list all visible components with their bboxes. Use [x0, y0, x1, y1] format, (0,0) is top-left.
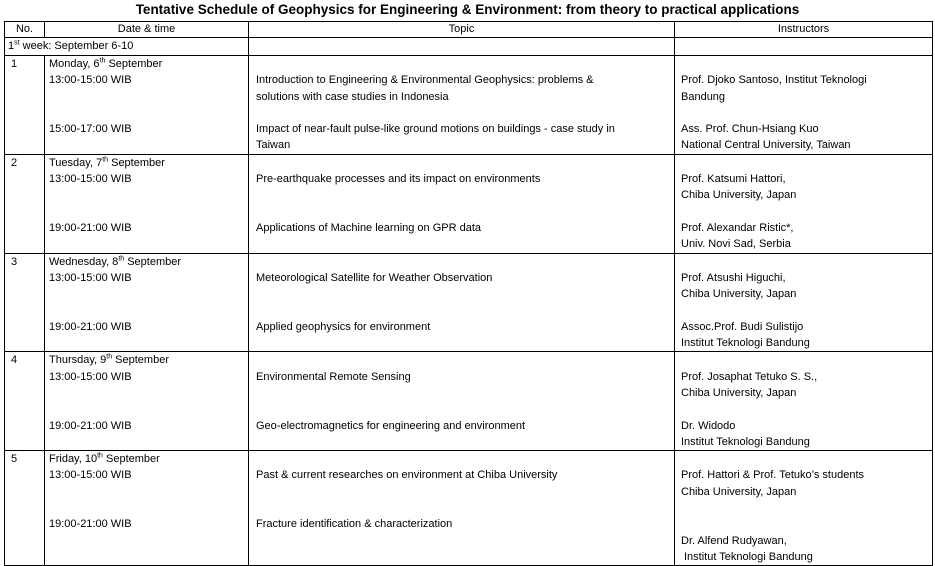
session-time: 15:00-17:00 WIB	[49, 123, 132, 136]
date-time-cell	[45, 451, 249, 566]
day-month: September	[124, 255, 182, 268]
session-topic: Pre-earthquake processes and its impact on environments	[256, 173, 541, 186]
date-time-cell	[45, 56, 249, 155]
day-ordinal: th	[106, 353, 113, 361]
session-topic: Geo-electromagnetics for engineering and environment	[256, 419, 526, 432]
topic-cell	[249, 451, 675, 566]
session-time: 13:00-15:00 WIB	[49, 370, 132, 383]
schedule-table	[4, 21, 933, 566]
day-row	[5, 253, 933, 352]
instructor-cell	[675, 352, 933, 451]
day-month: September	[108, 156, 165, 169]
week-row	[5, 38, 933, 56]
day-month: September	[105, 58, 163, 70]
session-time: 13:00-15:00 WIB	[49, 74, 132, 87]
session-instructor: Prof. Hattori & Prof. Tetuko’s students	[681, 469, 865, 482]
topic-cell	[249, 352, 675, 451]
session-topic: Environmental Remote Sensing	[256, 370, 411, 383]
page-title: Tentative Schedule of Geophysics for Engineering & Environment: from theory to practical applications	[135, 2, 800, 17]
day-weekday: Monday, 6	[49, 58, 100, 70]
day-number: 3	[5, 253, 45, 352]
session-instructor: Chiba University, Japan	[681, 485, 797, 498]
instructor-cell	[675, 154, 933, 253]
session-instructor: Ass. Prof. Chun-Hsiang Kuo	[681, 123, 819, 136]
topic-cell	[249, 154, 675, 253]
date-time-cell	[45, 154, 249, 253]
day-weekday: Wednesday, 8	[49, 255, 119, 268]
session-topic: Taiwan	[256, 139, 291, 152]
day-ordinal: th	[118, 254, 125, 262]
day-ordinal: th	[99, 57, 106, 65]
day-number: 4	[5, 352, 45, 451]
day-date	[49, 254, 244, 270]
date-time-cell	[45, 253, 249, 352]
session-instructor: National Central University, Taiwan	[681, 139, 851, 152]
week-label	[5, 38, 249, 56]
header-instructors: Instructors	[675, 22, 933, 38]
day-row	[5, 154, 933, 253]
day-weekday: Friday, 10	[49, 453, 98, 466]
session-instructor: Institut Teknologi Bandung	[681, 337, 810, 350]
session-instructor: Chiba University, Japan	[681, 386, 797, 399]
day-row	[5, 56, 933, 155]
instructor-cell	[675, 253, 933, 352]
session-instructor: Univ. Novi Sad, Serbia	[681, 238, 791, 251]
session-time: 19:00-21:00 WIB	[49, 419, 132, 432]
day-row	[5, 352, 933, 451]
session-instructor: Institut Teknologi Bandung	[681, 435, 810, 448]
topic-cell	[249, 56, 675, 155]
week-topic-empty	[249, 38, 675, 56]
session-time: 19:00-21:00 WIB	[49, 518, 132, 531]
day-date	[49, 352, 244, 368]
session-time: 13:00-15:00 WIB	[49, 173, 132, 186]
session-topic: Impact of near-fault pulse-like ground motions on buildings - case study in	[256, 123, 615, 136]
day-weekday: Thursday, 9	[49, 354, 107, 367]
week-number: 1	[8, 40, 15, 52]
session-topic: Fracture identification & characterization	[256, 518, 453, 531]
session-instructor: Prof. Alexandar Ristic*,	[681, 221, 794, 234]
day-number: 5	[5, 451, 45, 566]
day-month: September	[102, 453, 160, 466]
week-range: week: September 6-10	[19, 40, 134, 52]
day-number: 1	[5, 56, 45, 155]
session-instructor: Chiba University, Japan	[681, 189, 797, 202]
session-instructor: Dr. Alfend Rudyawan,	[681, 534, 787, 547]
session-topic: Meteorological Satellite for Weather Observation	[256, 271, 493, 284]
session-time: 13:00-15:00 WIB	[49, 271, 132, 284]
session-instructor: Chiba University, Japan	[681, 288, 797, 301]
session-instructor: Prof. Djoko Santoso, Institut Teknologi	[681, 74, 867, 87]
session-time: 19:00-21:00 WIB	[49, 320, 132, 333]
session-instructor: Bandung	[681, 90, 726, 103]
day-date	[49, 56, 244, 72]
session-time: 19:00-21:00 WIB	[49, 221, 132, 234]
header-no: No.	[5, 22, 45, 38]
day-row	[5, 451, 933, 566]
session-topic: Introduction to Engineering & Environmental Geophysics: problems &	[256, 74, 594, 87]
day-date	[49, 155, 244, 171]
session-instructor: Prof. Katsumi Hattori,	[681, 173, 786, 186]
header-topic: Topic	[249, 22, 675, 38]
header-row	[5, 22, 933, 38]
session-time: 13:00-15:00 WIB	[49, 469, 132, 482]
day-month: September	[112, 354, 169, 367]
day-date	[49, 451, 244, 467]
day-weekday: Tuesday, 7	[49, 156, 103, 169]
session-instructor: Prof. Atsushi Higuchi,	[681, 271, 786, 284]
session-topic: solutions with case studies in Indonesia	[256, 90, 449, 103]
date-time-cell	[45, 352, 249, 451]
week-instr-empty	[675, 38, 933, 56]
session-topic: Applied geophysics for environment	[256, 320, 431, 333]
session-instructor	[681, 516, 928, 532]
session-instructor: Prof. Josaphat Tetuko S. S.,	[681, 370, 818, 383]
instructor-cell	[675, 56, 933, 155]
week-ordinal: st	[14, 39, 20, 47]
session-instructor: Assoc.Prof. Budi Sulistijo	[681, 320, 804, 333]
instructor-cell	[675, 451, 933, 566]
header-date: Date & time	[45, 22, 249, 38]
session-topic: Applications of Machine learning on GPR data	[256, 221, 482, 234]
topic-cell	[249, 253, 675, 352]
day-number: 2	[5, 154, 45, 253]
day-ordinal: th	[102, 156, 109, 164]
session-instructor: Institut Teknologi Bandung	[684, 550, 813, 563]
day-ordinal: th	[97, 452, 103, 460]
session-instructor: Dr. Widodo	[681, 419, 736, 432]
session-topic: Past & current researches on environment at Chiba University	[256, 469, 558, 482]
